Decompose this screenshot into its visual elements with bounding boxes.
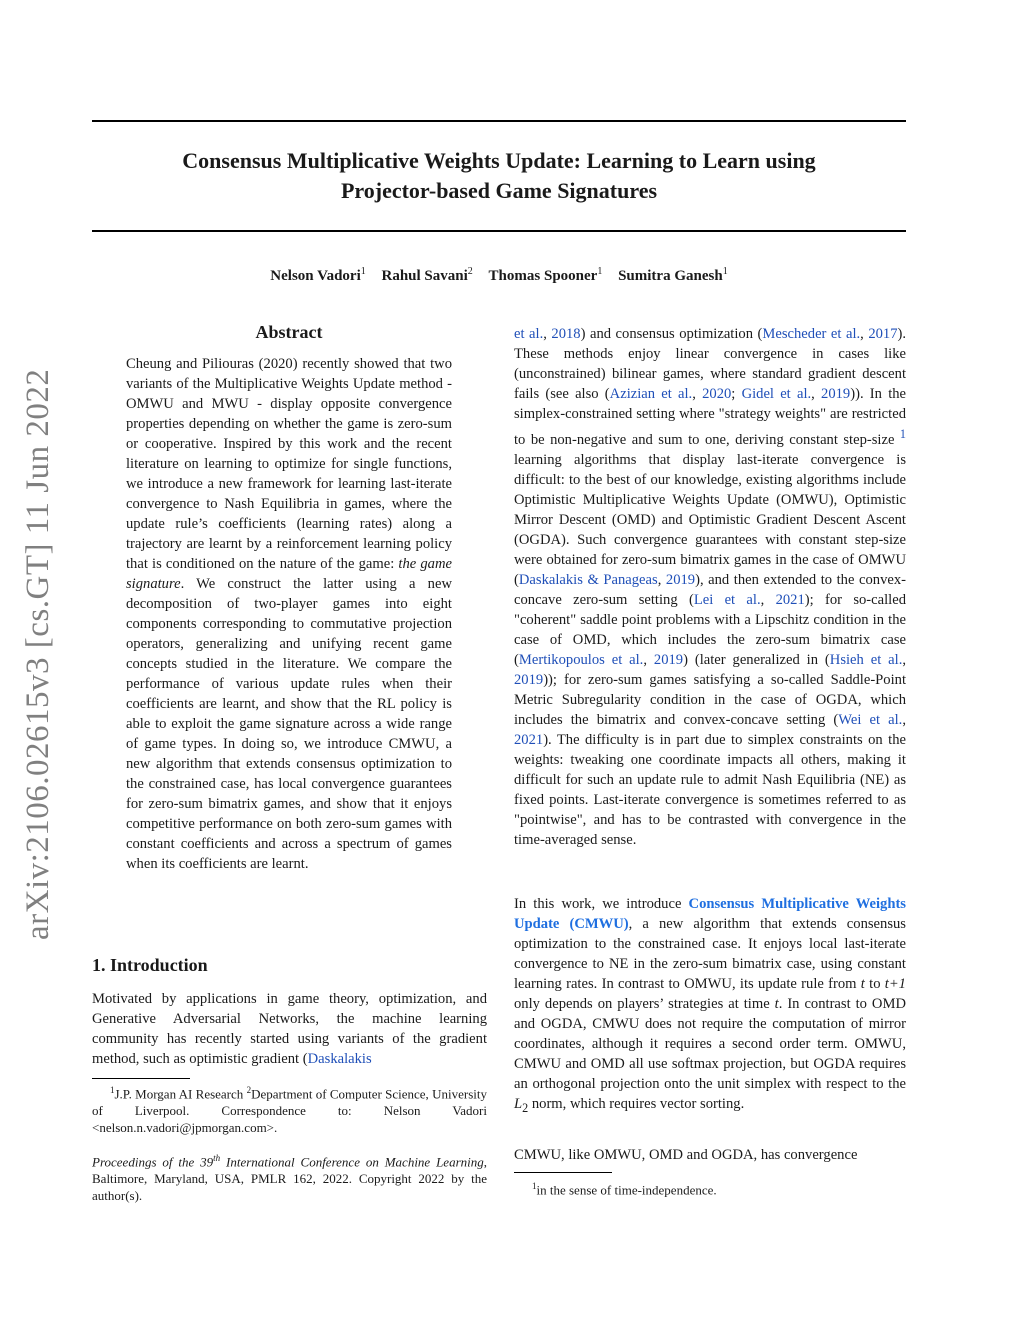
citation-link[interactable]: Hsieh et al.: [829, 651, 903, 668]
citation-link[interactable]: Wei et al.: [838, 711, 903, 728]
abstract-heading: Abstract: [255, 322, 323, 342]
author-list: [92, 266, 906, 285]
title-top-rule: [92, 120, 906, 122]
citation-link[interactable]: 2019: [514, 671, 544, 688]
proceedings-footnote: Proceedings of the 39th International Conference on Machine Learning, Baltimore, Maryland, USA, PMLR 162, 2022. Copyright 2022 by the author(s).: [92, 1153, 487, 1204]
citation-link[interactable]: 2018: [551, 326, 581, 342]
arxiv-identifier: arXiv:2106.02615v3 [cs.GT] 11 Jun 2022: [20, 368, 56, 940]
footnote-rule-right: [514, 1172, 612, 1173]
introduction-paragraph: Motivated by applications in game theory, optimization, and Generative Adversarial Networks, the machine learning community has recently started using variants of the gradient method, such as optimistic gradient (Daskalakis: [92, 991, 487, 1067]
citation-link[interactable]: Gidel et al.: [741, 386, 812, 402]
title-line-1: Consensus Multiplicative Weights Update: Learning to Learn using: [182, 148, 816, 173]
citation-link[interactable]: et al.: [514, 326, 544, 342]
citation-link[interactable]: Daskalakis & Panageas: [518, 571, 658, 588]
citation-link[interactable]: 2019: [665, 571, 696, 588]
citation-link[interactable]: Daskalakis: [307, 1051, 372, 1067]
right-column-paragraph-1: et al., 2018) and consensus optimization (Mescheder et al., 2017). These methods enjoy linear convergence in cases like (unconstrained) bilinear games, where standard gradient descent fails (see also (Azizian et al., 2020; Gidel et al., 2019)). In the simplex-constrained setting where "strategy weights" are restricted to be non-negative and sum to one, deriving constant step-size $^1$ learning algorithms that display last-iterate convergence is difficult: to the best of our knowledge, existing algorithms include Optimistic Multiplicative Weights Update (OMWU), Optimistic Mirror Descent (OMD) and Optimistic Gradient Descent Ascent (OGDA). Such convergence guarantees with constant step-size were obtained for zero-sum bimatrix games in the case of OMWU (Daskalakis & Panageas, 2019), and then extended to the convex-concave zero-sum setting (Lei et al., 2021); for so-called "coherent" saddle point problems with a Lipschitz condition in the case of OMD, which includes the zero-sum bimatrix case (Mertikopoulos et al., 2019) (later generalized in (Hsieh et al., 2019)); for zero-sum games satisfying a so-called Saddle-Point Metric Subregularity condition in the case of OGDA, which includes the bimatrix and convex-concave setting (Wei et al., 2021). The difficulty is in part due to simplex constraints on the weights: tweaking one coordinate impacts all others, making it difficult for such an update rule to admit Nash Equilibria (NE) as fixed points. Last-iterate convergence is sometimes referred to as "pointwise", and has to be contrasted with convergence in the time-averaged sense.: [514, 326, 907, 848]
right-column-paragraph-3: CMWU, like OMWU, OMD and OGDA, has convergence: [514, 1147, 858, 1163]
abstract-body: Cheung and Piliouras (2020) recently showed that two variants of the Multiplicative Weights Update method - OMWU and MWU - display opposite convergence properties depending on whether the game is zero-sum or cooperative. Inspired by this work and the recent literature on learning to optimize for single functions, we introduce a new framework for learning last-iterate convergence to Nash Equilibria in games, where the update rule’s coefficients (learning rates) along a trajectory are learnt by a reinforcement learning policy that is conditioned on the nature of the game: the game signature. We construct the latter using a new decomposition of two-player games into eight components corresponding to commutative projection operators, generalizing and unifying recent game concepts studied in the literature. We compare the performance of various update rules when their coefficients are learnt, and show that the RL policy is able to exploit the game signature across a wide range of game types. In doing so, we introduce CMWU, a new algorithm that extends consensus optimization to the constrained case, has local convergence guarantees for zero-sum bimatrix games, and show that it enjoys competitive performance on both zero-sum games with constant coefficients and across a spectrum of games when its coefficients are learnt.: [126, 356, 452, 872]
citation-link[interactable]: Lei et al.: [693, 591, 761, 608]
footnote-rule-left: [92, 1078, 190, 1079]
cmwu-project-link[interactable]: Consensus Multiplicative Weights Update (CMWU): [514, 896, 906, 932]
paper-title: [92, 146, 906, 206]
author: Nelson Vadori$^1$: [270, 266, 366, 284]
citation-link[interactable]: 2020: [702, 386, 732, 402]
section-heading-introduction: 1. Introduction: [92, 955, 208, 975]
citation-link[interactable]: 2021: [775, 591, 805, 608]
author: Thomas Spooner$^1$: [488, 266, 603, 284]
citation-link[interactable]: Mescheder et al.: [762, 326, 861, 342]
right-column-paragraph-2: In this work, we introduce Consensus Multiplicative Weights Update (CMWU), a new algorithm that extends consensus optimization to the constrained case. It enjoys local last-iterate convergence to NE in the zero-sum bimatrix case, using constant learning rates. In contrast to OMWU, its update rule from t to t+1 only depends on players’ strategies at time t. In contrast to OMD and OGDA, CMWU does not require the computation of mirror coordinates, although it requires a second order term. OMWU, CMWU and OMD all use softmax projection, but OGDA requires an orthogonal projection onto the unit simplex with respect to the $L_2$ norm, which requires vector sorting.: [514, 896, 906, 1115]
citation-link[interactable]: 2017: [868, 326, 898, 342]
author: Rahul Savani$^2$: [381, 266, 473, 284]
title-bottom-rule: [92, 230, 906, 232]
affiliation-footnote: $^1$J.P. Morgan AI Research $^2$Department of Computer Science, University of Liverpool. Correspondence to: Nelson Vadori <nelson.n.vadori@jpmorgan.com>.: [92, 1085, 487, 1136]
citation-link[interactable]: 2021: [514, 731, 544, 748]
title-line-2: Projector-based Game Signatures: [340, 178, 658, 203]
citation-link[interactable]: Mertikopoulos et al.: [518, 651, 644, 668]
citation-link[interactable]: Azizian et al.: [609, 386, 693, 402]
footnote-marker[interactable]: 1: [899, 427, 906, 441]
citation-link[interactable]: 2019: [821, 386, 851, 402]
author: Sumitra Ganesh$^1$: [618, 266, 728, 284]
step-size-footnote: $^1$in the sense of time-independence.: [532, 1181, 717, 1198]
citation-link[interactable]: 2019: [653, 651, 684, 668]
